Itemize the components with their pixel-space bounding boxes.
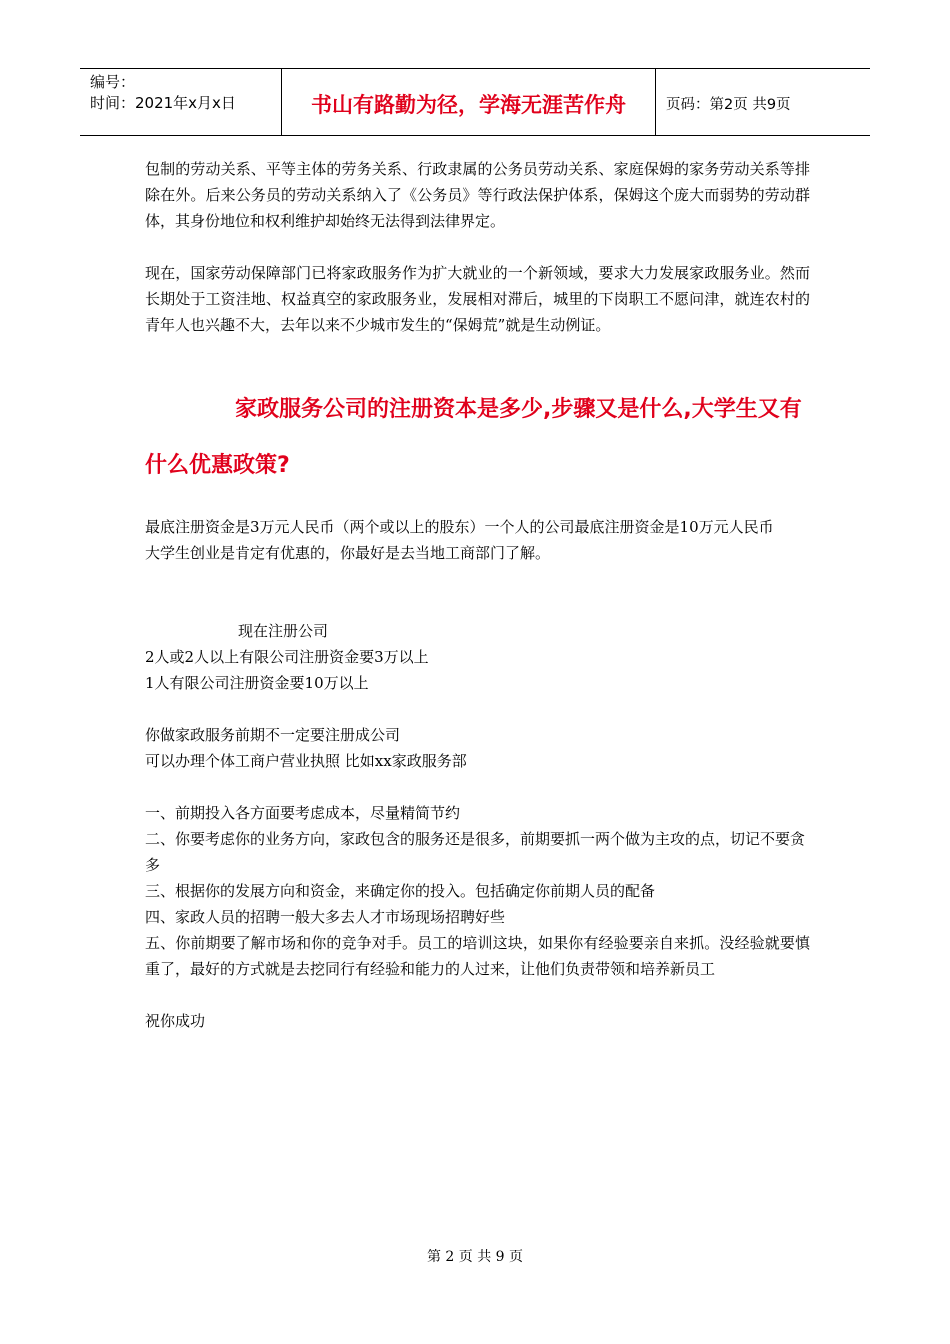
tip-item: 三、根据你的发展方向和资金，来确定你的投入。包括确定你前期人员的配备 bbox=[145, 882, 656, 900]
document-body bbox=[145, 156, 810, 1034]
tip-item: 五、你前期要了解市场和你的竞争对手。员工的培训这块，如果你有经验要亲自来抓。没经验就要慎重了，最好的方式就是去挖同行有经验和能力的人过来，让他们负责带领和培养新员工 bbox=[145, 934, 810, 978]
rule-multi-shareholder: 2人或2人以上有限公司注册资金要3万以上 bbox=[145, 648, 429, 666]
tip-item: 二、你要考虑你的业务方向，家政包含的服务还是很多，前期要抓一两个做为主攻的点，切记不要贪多 bbox=[145, 830, 806, 874]
document-date-label: 时间：2021年x月x日 bbox=[90, 94, 236, 112]
now-register-label: 现在注册公司 bbox=[238, 622, 329, 640]
advice-no-company: 你做家政服务前期不一定要注册成公司 bbox=[145, 726, 401, 744]
paragraph-domestic-service: 现在，国家劳动保障部门已将家政服务作为扩大就业的一个新领域，要求大力发展家政服务业。然而长期处于工资洼地、权益真空的家政服务业，发展相对滞后，城里的下岗职工不愿问津，就连农村的青年人也兴趣不大，去年以来不少城市发生的“保姆荒”就是生动例证。 bbox=[145, 264, 810, 334]
heading-line-2: 什么优惠政策? bbox=[145, 453, 290, 478]
header-motto: 书山有路勤为径，学海无涯苦作舟 bbox=[282, 69, 656, 135]
heading-line-1: 家政服务公司的注册资本是多少,步骤又是什么,大学生又有 bbox=[235, 397, 802, 422]
closing-wish: 祝你成功 bbox=[145, 1012, 206, 1030]
document-number-label: 编号： bbox=[90, 73, 136, 91]
tip-item: 一、前期投入各方面要考虑成本，尽量精简节约 bbox=[145, 804, 461, 822]
rule-single-shareholder: 1人有限公司注册资金要10万以上 bbox=[145, 674, 369, 692]
advice-license: 可以办理个体工商户营业执照 比如xx家政服务部 bbox=[145, 752, 467, 770]
section-heading bbox=[145, 382, 810, 494]
paragraph-labor-relations: 包制的劳动关系、平等主体的劳务关系、行政隶属的公务员劳动关系、家庭保姆的家务劳动关系等排除在外。后来公务员的劳动关系纳入了《公务员》等行政法保护体系，保姆这个庞大而弱势的劳动群体，其身份地位和权利维护却始终无法得到法律界定。 bbox=[145, 160, 810, 230]
tip-item: 四、家政人员的招聘一般大多去人才市场现场招聘好些 bbox=[145, 908, 506, 926]
page-footer: 第 2 页 共 9 页 bbox=[426, 1249, 524, 1265]
header-page-number: 页码：第2页 共9页 bbox=[666, 96, 791, 113]
header-meta bbox=[80, 69, 282, 135]
page-header bbox=[80, 68, 870, 136]
student-benefit: 大学生创业是肯定有优惠的，你最好是去当地工商部门了解。 bbox=[145, 544, 551, 562]
capital-requirement: 最底注册资金是3万元人民币（两个或以上的股东）一个人的公司最底注册资金是10万元人民币 bbox=[145, 518, 774, 536]
